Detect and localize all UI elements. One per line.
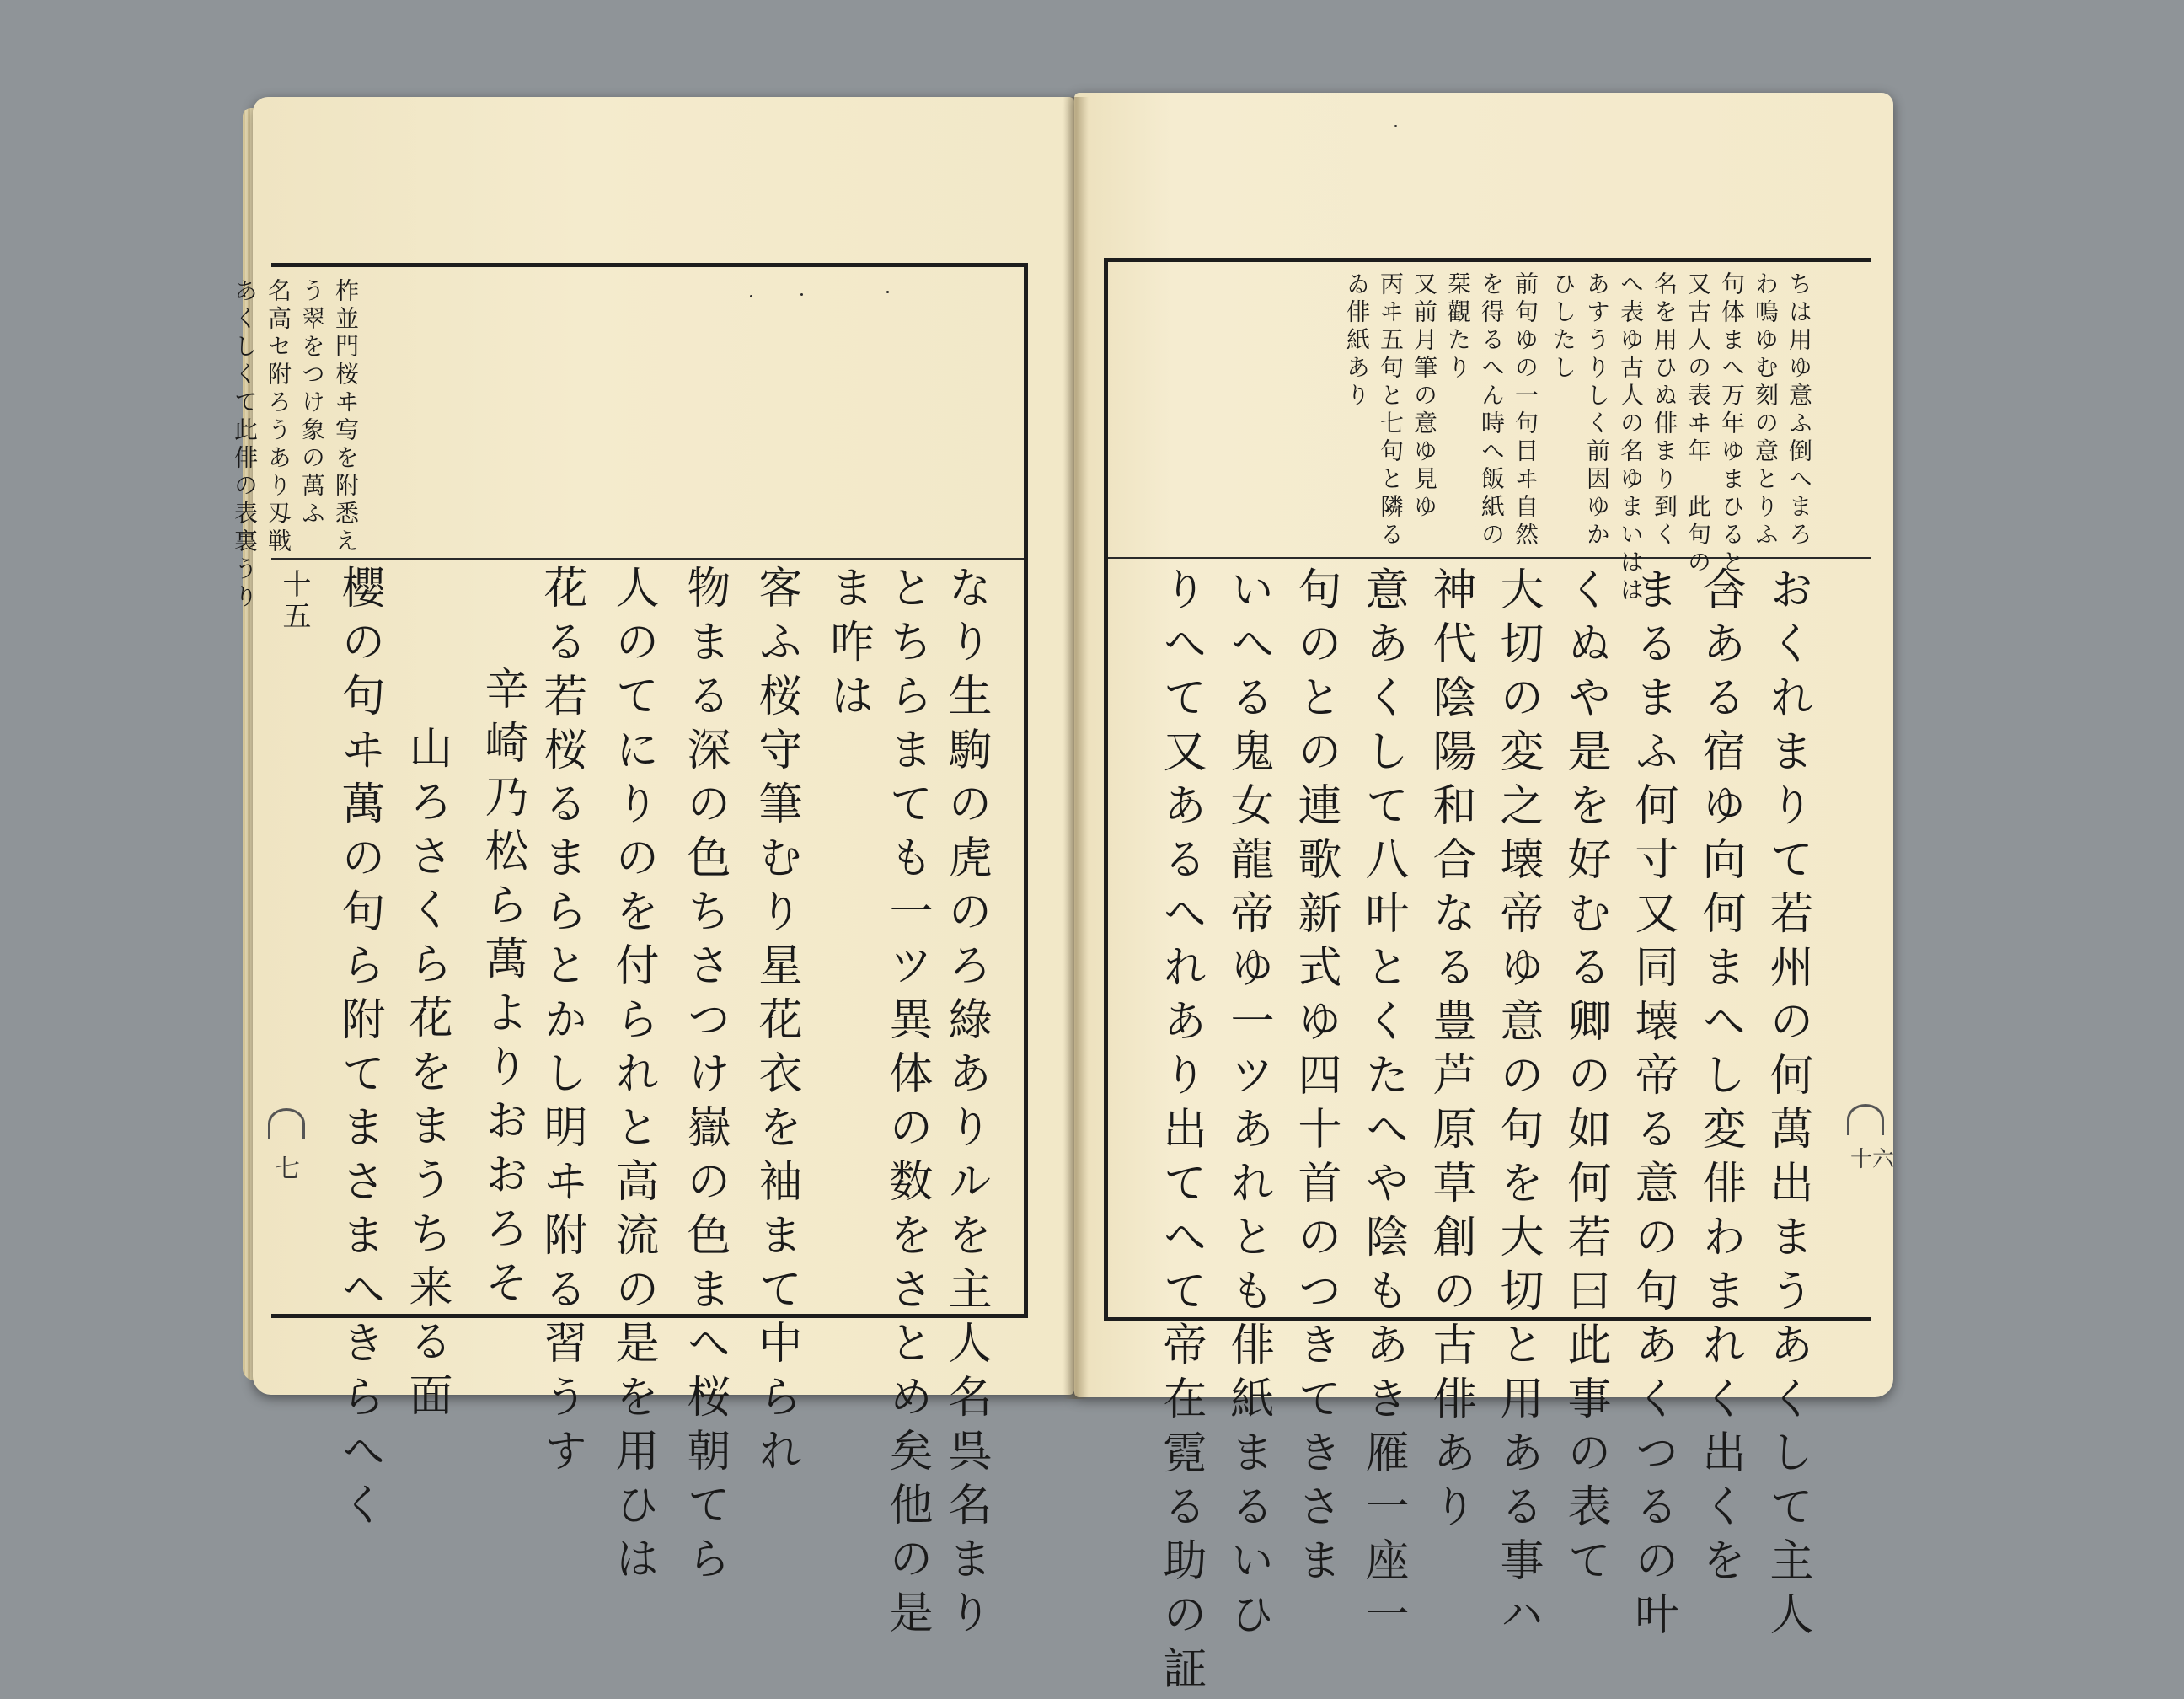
right-body-column: 句のとの連歌新式ゆ四十首のつきてきさま bbox=[1290, 566, 1341, 1591]
left-body-column: 花る若桜るまらとかし明ヰ附る習うす bbox=[536, 565, 586, 1482]
left-body-column: 櫻の句ヰ萬の句ら附てまさまへきらへく bbox=[334, 565, 384, 1536]
right-headnote-column: 栞觀たり bbox=[1444, 271, 1472, 383]
ink-speck bbox=[750, 295, 752, 297]
right-body-column: まるまふ何寸又同壊帝る意の句あくつるの叶 bbox=[1627, 566, 1678, 1645]
ink-speck bbox=[886, 291, 889, 293]
right-headnote-column: ひしたし bbox=[1550, 271, 1577, 383]
right-headnote-column: を得るへん時へ飯紙の bbox=[1478, 271, 1506, 549]
right-body-column: りへて又あるへれあり出てへて帝在霓る助の証 bbox=[1155, 566, 1206, 1699]
left-body-column: 客ふ桜守筆むり星花衣を袖まて中られ bbox=[751, 565, 801, 1482]
left-body-column: 人のてにりのを付られと高流の是を用ひは bbox=[608, 565, 658, 1589]
right-body-column: くぬや是を好むる卿の如何若曰此事の表て bbox=[1560, 566, 1610, 1591]
right-headnote-column: ゐ俳紙あり bbox=[1343, 271, 1371, 410]
right-folio: 十六 bbox=[1850, 1147, 1895, 1172]
left-headnote-column: 柞並門桜ヰ㝍を附悉え bbox=[332, 278, 360, 556]
right-headnote-column: へ表ゆ古人の名ゆまいはは bbox=[1617, 271, 1645, 605]
right-body-column: 神代陰陽和合なる豊芦原草創の古俳あり bbox=[1425, 566, 1475, 1537]
right-headnote-column: あすうりしく前因ゆか bbox=[1583, 271, 1611, 549]
right-body-column: 意あくして八叶とくたへや陰もあき雁一座一 bbox=[1357, 566, 1408, 1645]
left-folio-mark bbox=[268, 1108, 305, 1139]
ink-speck bbox=[1394, 125, 1397, 127]
left-body-column: 山ろさくら花をまうち来る面 bbox=[401, 725, 452, 1426]
left-body-column: とちらまても一ツ異体の数をさとめ矣他の是 bbox=[881, 565, 932, 1643]
left-body-column: 物まる深の色ちさつけ嶽の色まへ桜朝てら bbox=[679, 565, 730, 1589]
right-headnote-column: 前句ゆの一句目ヰ自然 bbox=[1512, 271, 1539, 549]
left-folio: 七 bbox=[275, 1155, 300, 1184]
right-body-column: いへる鬼女龍帝ゆ一ツあれとも俳紙まるいひ bbox=[1223, 566, 1273, 1645]
right-headnote-column: 又古人の表ヰ年 此句の bbox=[1684, 271, 1712, 577]
right-folio-mark bbox=[1847, 1104, 1884, 1135]
left-headnote-column: う翠をつけ象の萬ふ bbox=[298, 278, 326, 528]
left-body-column: なり生駒の虎のろ綠ありルを主人名呉名まり bbox=[940, 565, 991, 1643]
left-headnote-divider bbox=[271, 558, 1024, 560]
right-headnote-column: 又前月筆の意ゆ見ゆ bbox=[1410, 271, 1438, 522]
right-body-column: おくれまりて若州の何萬出まうあくして主人 bbox=[1762, 566, 1812, 1645]
right-body-column: 合ある宿ゆ向何まへし変俳わまれく出くを bbox=[1694, 566, 1745, 1591]
right-headnote-column: 丙ヰ五句と七句と隣る bbox=[1377, 271, 1405, 549]
left-margin-label: 十五 bbox=[277, 569, 311, 633]
left-headnote-column: 名高セ附ろうあり刄戦 bbox=[265, 278, 292, 556]
right-headnote-column: わ嗚ゆむ刻の意とりふ bbox=[1752, 271, 1780, 549]
left-body-column: 辛崎乃松ら萬よりおおろそ bbox=[477, 666, 527, 1313]
ink-speck bbox=[800, 293, 803, 296]
left-headnote-column: あくしくて此俳の表裏うり bbox=[231, 278, 259, 612]
right-body-column: 大切の変之壊帝ゆ意の句を大切と用ある事ハ bbox=[1492, 566, 1543, 1645]
right-headnote-column: 名を用ひぬ俳まり到く bbox=[1651, 271, 1678, 549]
right-headnote-column: ちは用ゆ意ふ倒へまろ bbox=[1785, 271, 1813, 549]
right-headnote-column: 句体まへ万年ゆまひるとへ bbox=[1718, 271, 1746, 605]
left-body-column: ま咋は bbox=[822, 565, 873, 726]
book-gutter bbox=[1063, 97, 1089, 1399]
